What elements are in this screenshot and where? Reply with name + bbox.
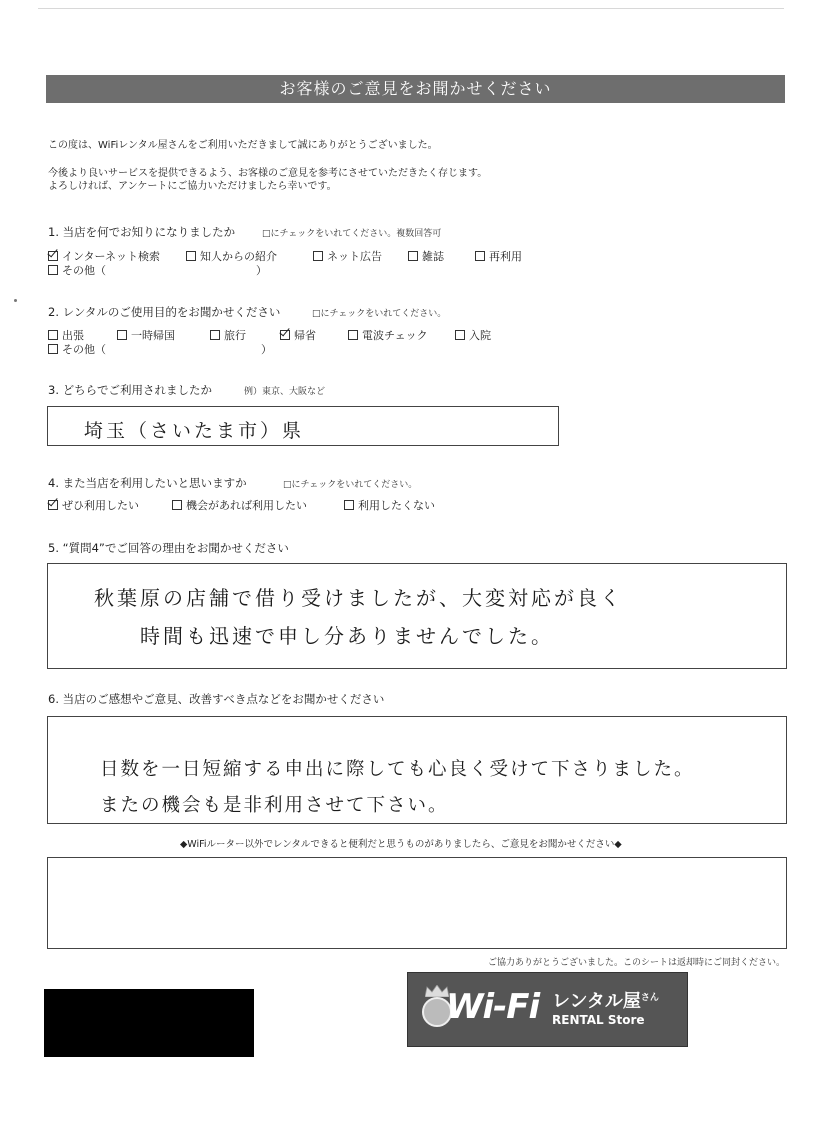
wifi-rental-logo	[407, 972, 688, 1047]
q3-answer-text: 埼玉（さいたま市）県	[84, 420, 305, 442]
q3-answer-field[interactable]	[47, 406, 559, 446]
checkbox-icon[interactable]	[48, 265, 58, 275]
checkbox-icon[interactable]	[455, 330, 465, 340]
checkbox-icon[interactable]	[348, 330, 358, 340]
checkbox-icon[interactable]	[408, 251, 418, 261]
q1-option-friend[interactable]: 知人からの紹介	[186, 250, 277, 263]
q2-option-hospital[interactable]: 入院	[455, 329, 491, 342]
checkbox-icon[interactable]	[172, 500, 182, 510]
checkbox-icon[interactable]	[210, 330, 220, 340]
q1-option-other[interactable]: その他（ ）	[48, 264, 267, 277]
checkbox-icon[interactable]	[344, 500, 354, 510]
checkbox-checked-icon[interactable]	[48, 251, 58, 261]
q5-answer-line-2: 時間も迅速で申し分ありませんでした。	[140, 624, 554, 648]
checkbox-icon[interactable]	[475, 251, 485, 261]
checkbox-icon[interactable]	[48, 330, 58, 340]
q1-option-reuse[interactable]: 再利用	[475, 250, 522, 263]
logo-japanese-text: レンタル屋$^{さん}$	[552, 991, 659, 1012]
q2-option-homecoming[interactable]: 帰省	[280, 329, 316, 342]
footer-thanks: ご協力ありがとうございました。このシートは返却時にご同封ください。	[488, 958, 786, 968]
q5-answer-line-1: 秋葉原の店舗で借り受けましたが、大変対応が良く	[94, 586, 623, 610]
q5-answer-field[interactable]	[47, 563, 787, 669]
q2-option-other[interactable]: その他（ ）	[48, 343, 272, 356]
q3-label: 3. どちらでご利用されましたか	[48, 383, 213, 397]
q4-note: □にチェックをいれてください。	[283, 480, 418, 490]
q2-label: 2. レンタルのご使用目的をお聞かせください	[48, 305, 281, 319]
q4-option-if-chance[interactable]: 機会があれば利用したい	[172, 499, 307, 512]
q7-label: ◆WiFiルーター以外でレンタルできると便利だと思うものがありましたら、ご意見をお聞かせください◆	[180, 839, 622, 850]
intro-line-3: よろしければ、アンケートにご協力いただけましたら幸いです。	[48, 181, 337, 192]
intro-line-1: この度は、WiFiレンタル屋さんをご利用いただきまして誠にありがとうございました。	[48, 140, 438, 151]
q4-option-no[interactable]: 利用したくない	[344, 499, 435, 512]
q1-option-magazine[interactable]: 雑誌	[408, 250, 444, 263]
q1-label: 1. 当店を何でお知りになりましたか	[48, 225, 236, 239]
q2-option-signal-check[interactable]: 電波チェック	[348, 329, 428, 342]
q3-note: 例）東京、大阪など	[244, 387, 326, 397]
q7-answer-field[interactable]	[47, 857, 787, 949]
q4-option-definitely[interactable]: ぜひ利用したい	[48, 499, 139, 512]
q1-note: □にチェックをいれてください。複数回答可	[262, 229, 442, 239]
q6-answer-line-1: 日数を一日短縮する申出に際しても心良く受けて下さりました。	[100, 759, 695, 780]
q2-option-travel[interactable]: 旅行	[210, 329, 246, 342]
q2-option-temporary-return[interactable]: 一時帰国	[117, 329, 175, 342]
q4-label: 4. また当店を利用したいと思いますか	[48, 476, 247, 490]
checkbox-checked-icon[interactable]	[48, 500, 58, 510]
q5-label: 5. “質問4”でご回答の理由をお聞かせください	[48, 541, 289, 555]
checkbox-icon[interactable]	[186, 251, 196, 261]
q6-answer-field[interactable]	[47, 716, 787, 824]
checkbox-icon[interactable]	[117, 330, 127, 340]
intro-line-2: 今後より良いサービスを提供できるよう、お客様のご意見を参考にさせていただきたく存じます。	[48, 168, 488, 179]
q2-note: □にチェックをいれてください。	[312, 309, 447, 319]
q1-option-internet[interactable]: インターネット検索	[48, 250, 160, 263]
scan-speck	[14, 299, 17, 302]
q2-option-business[interactable]: 出張	[48, 329, 84, 342]
redacted-block	[44, 989, 254, 1057]
page-title: お客様のご意見をお聞かせください	[46, 75, 785, 103]
checkbox-icon[interactable]	[313, 251, 323, 261]
logo-english-text: RENTAL Store	[552, 1013, 645, 1027]
q6-label: 6. 当店のご感想やご意見、改善すべき点などをお聞かせください	[48, 692, 385, 706]
logo-wifi-text: Wi-Fi	[446, 987, 540, 1027]
q6-answer-line-2: またの機会も是非利用させて下さい。	[100, 795, 449, 816]
checkbox-icon[interactable]	[48, 344, 58, 354]
q1-option-net-ad[interactable]: ネット広告	[313, 250, 382, 263]
checkbox-checked-icon[interactable]	[280, 330, 290, 340]
page-top-rule	[38, 8, 784, 9]
